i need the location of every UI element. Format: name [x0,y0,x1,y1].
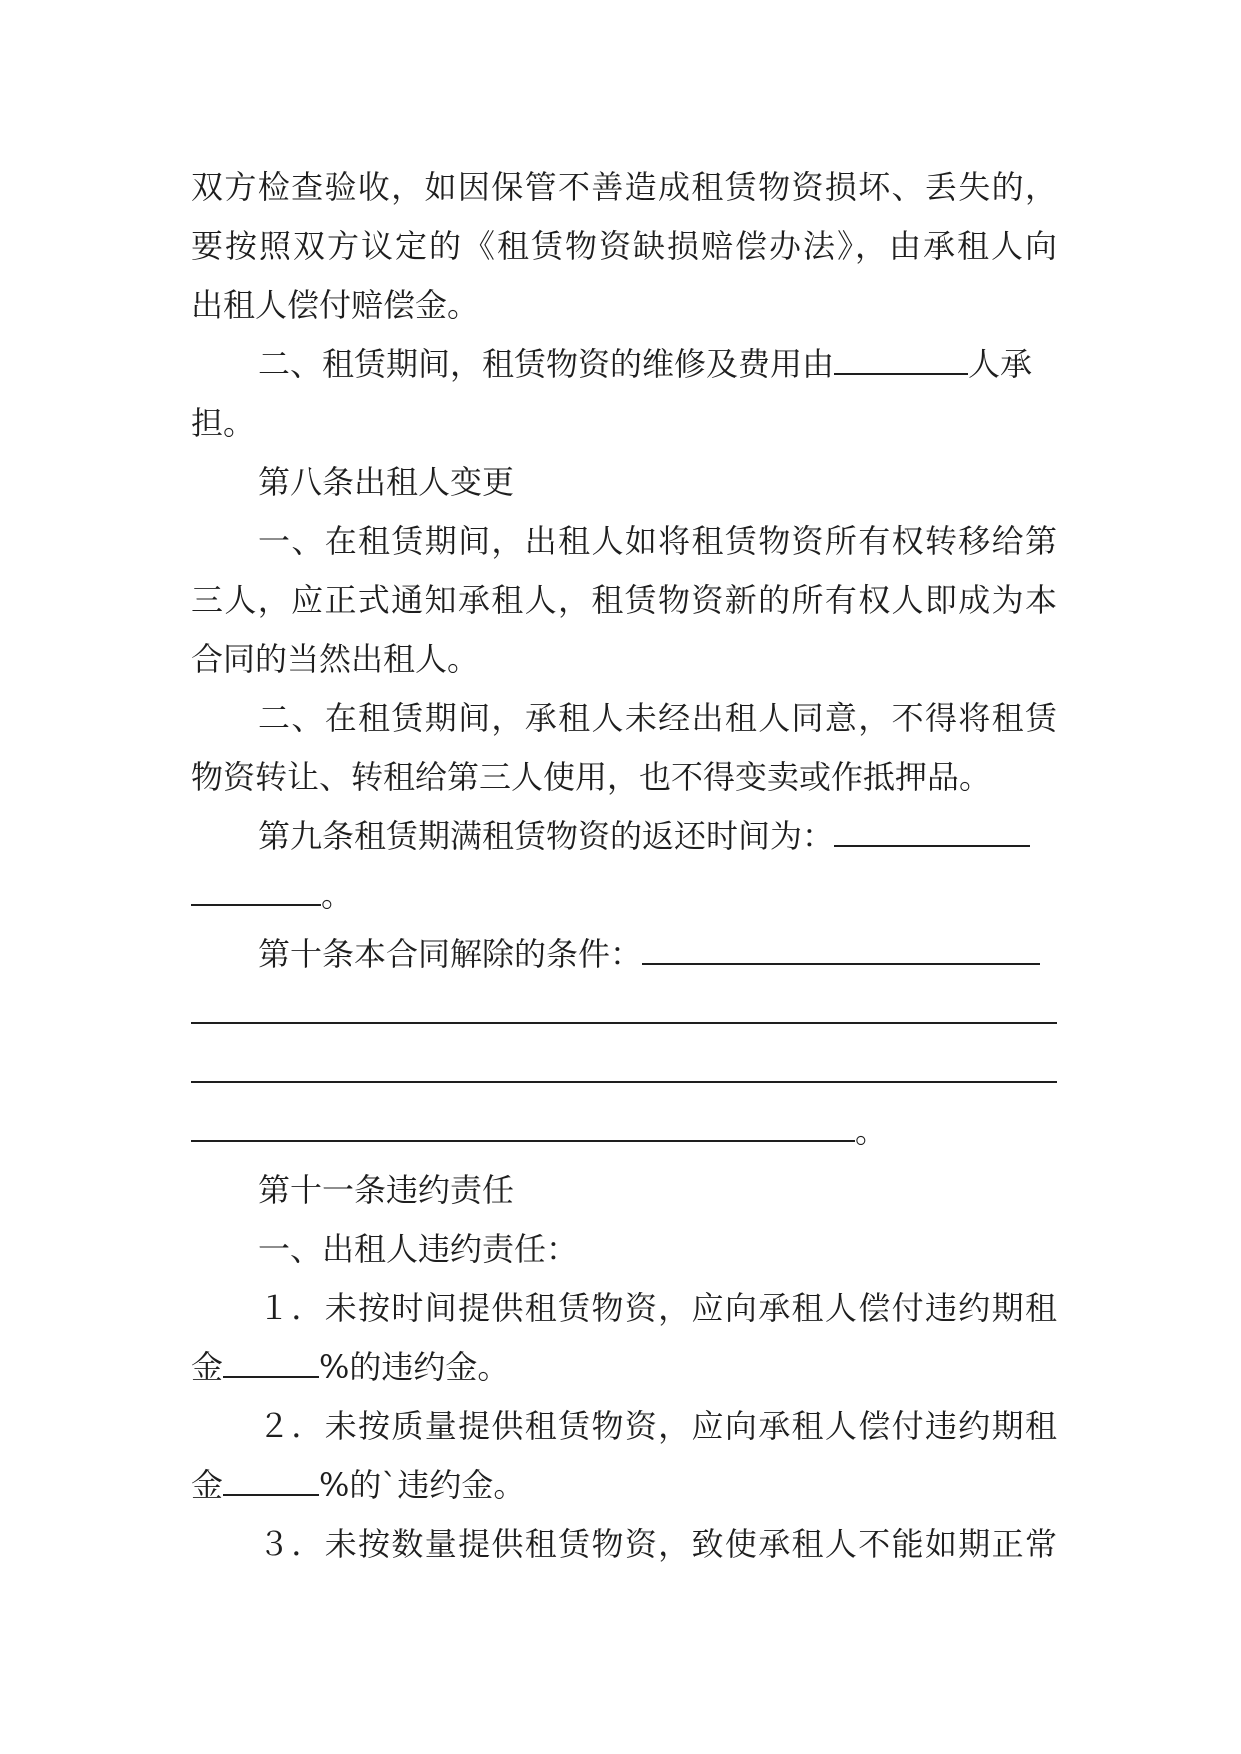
text-line: 出租人偿付赔偿金。 [191,286,480,324]
text-line: 物资转让、转租给第三人使用，也不得变卖或作抵押品。 [191,758,992,796]
blank-field [223,1480,319,1496]
blank-field [191,890,321,906]
text-line [191,1102,1057,1160]
text-line: 一、出租人违约责任： [258,1230,579,1268]
text-line: 二、在租赁期间，承租人未经出租人同意，不得将租赁 [258,699,1057,737]
article-heading: 第八条出租人变更 [258,463,515,501]
text-line: 合同的当然出租人。 [191,640,480,678]
text-line [191,866,1057,924]
text-line: 三人，应正式通知承租人，租赁物资新的所有权人即成为本 [191,581,1057,619]
text-line [191,1043,1057,1101]
text-line [258,807,1057,865]
text-segment: 金 [191,1466,224,1504]
blank-field [191,1126,855,1142]
text-segment: 。 [321,876,354,914]
text-segment: %的违约金。 [319,1348,510,1386]
blank-field [642,949,1040,965]
text-line: ３．未按数量提供租赁物资，致使承租人不能如期正常 [258,1525,1057,1563]
blank-field [191,1067,1057,1083]
text-segment: 第九条租赁期满租赁物资的返还时间为： [258,817,835,855]
blank-field [834,359,968,375]
text-segment: 人承 [968,345,1033,383]
text-line: １．未按时间提供租赁物资，应向承租人偿付违约期租 [258,1289,1057,1327]
text-line [258,925,1057,983]
text-segment: %的`违约金。 [319,1466,526,1504]
text-line: 一、在租赁期间，出租人如将租赁物资所有权转移给第 [258,522,1057,560]
text-line [191,1338,1057,1396]
blank-field [191,1008,1057,1024]
text-segment: 。 [855,1112,888,1150]
text-line: ２．未按质量提供租赁物资，应向承租人偿付违约期租 [258,1407,1057,1445]
text-line [258,335,1057,393]
article-heading: 第十一条违约责任 [258,1171,515,1209]
text-line: 担。 [191,404,256,442]
blank-field [223,1362,319,1378]
text-line [191,984,1057,1042]
text-segment: 第十条本合同解除的条件： [258,935,643,973]
text-segment: 二、租赁期间，租赁物资的维修及费用由 [258,345,835,383]
text-line: 双方检查验收，如因保管不善造成租赁物资损坏、丢失的， [191,168,1057,206]
text-line: 要按照双方议定的《租赁物资缺损赔偿办法》，由承租人向 [191,227,1057,265]
text-segment: 金 [191,1348,224,1386]
text-line [191,1456,1057,1514]
blank-field [834,831,1030,847]
